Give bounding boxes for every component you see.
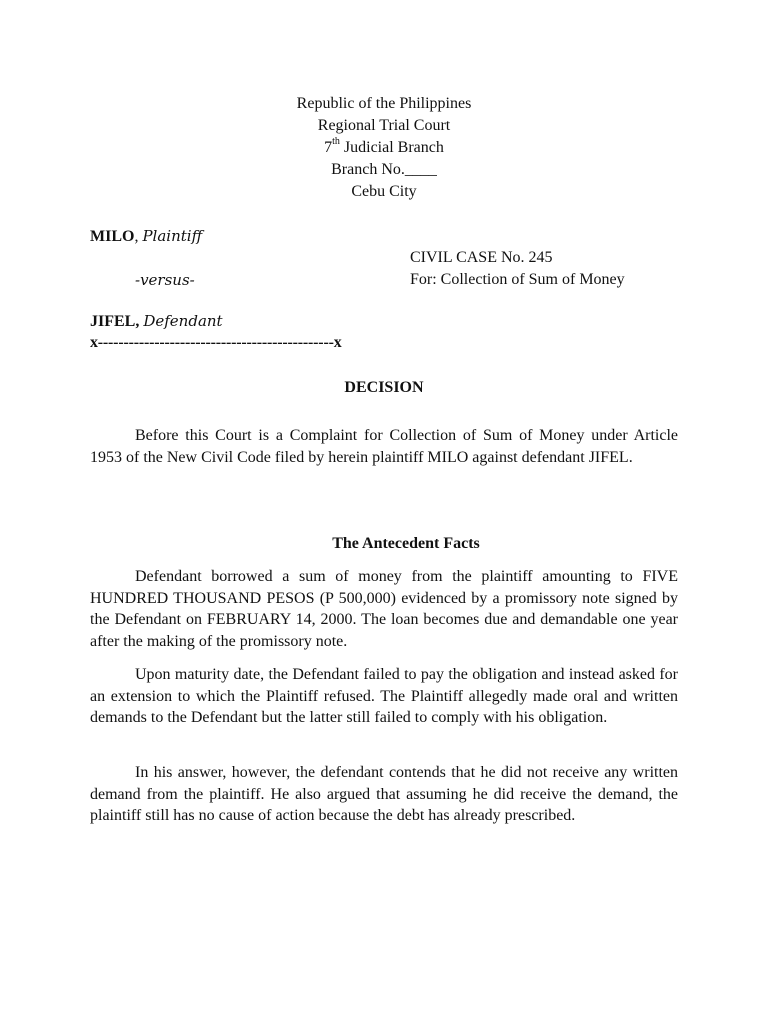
court-header: [0, 93, 768, 203]
caption-separator: x----------------------------------------------x: [90, 334, 342, 351]
decision-title: DECISION: [344, 379, 424, 396]
intro-paragraph: Before this Court is a Complaint for Collection of Sum of Money under Article 1953 of the New Civil Code filed by herein plaintiff MILO against defendant JIFEL.: [90, 427, 678, 466]
defendant-role: Defendant: [143, 312, 223, 330]
facts-paragraph-3: In his answer, however, the defendant contends that he did not receive any written demand from the plaintiff. He also argued that assuming he did receive the demand, the plaintiff still has no cause of action because the debt has already prescribed.: [90, 764, 678, 825]
header-branch-no: Branch No.____: [331, 161, 437, 178]
facts-paragraph-1: Defendant borrowed a sum of money from the plaintiff amounting to FIVE HUNDRED THOUSAND PESOS (P 500,000) evidenced by a promissory note signed by the Defendant on FEBRUARY 14, 2000. The loan becomes due and demandable one year after the making of the promissory note.: [90, 568, 678, 650]
plaintiff-name: MILO: [90, 228, 135, 245]
header-judicial-branch: [0, 137, 768, 159]
header-branch-number: 7: [324, 139, 333, 156]
plaintiff-comma: ,: [134, 228, 143, 245]
defendant-line: [90, 310, 223, 333]
case-nature: For: Collection of Sum of Money: [410, 271, 625, 288]
facts-paragraph-2: Upon maturity date, the Defendant failed to pay the obligation and instead asked for an extension to which the Plaintiff refused. The Plaintiff allegedly made oral and written demands to the Defendant but the latter still failed to comply with his obligation.: [90, 666, 678, 727]
header-city: Cebu City: [351, 183, 417, 200]
plaintiff-role: Plaintiff: [142, 227, 203, 245]
plaintiff-line: [90, 225, 202, 248]
defendant-name: JIFEL,: [90, 313, 140, 330]
header-branch-suffix: th: [332, 135, 340, 147]
header-branch-text: Judicial Branch: [339, 139, 444, 156]
header-court: Regional Trial Court: [317, 117, 451, 134]
versus-label: -versus-: [135, 271, 195, 289]
antecedent-facts-title: The Antecedent Facts: [332, 535, 480, 552]
case-number: CIVIL CASE No. 245: [410, 249, 553, 266]
header-republic: Republic of the Philippines: [296, 95, 472, 112]
